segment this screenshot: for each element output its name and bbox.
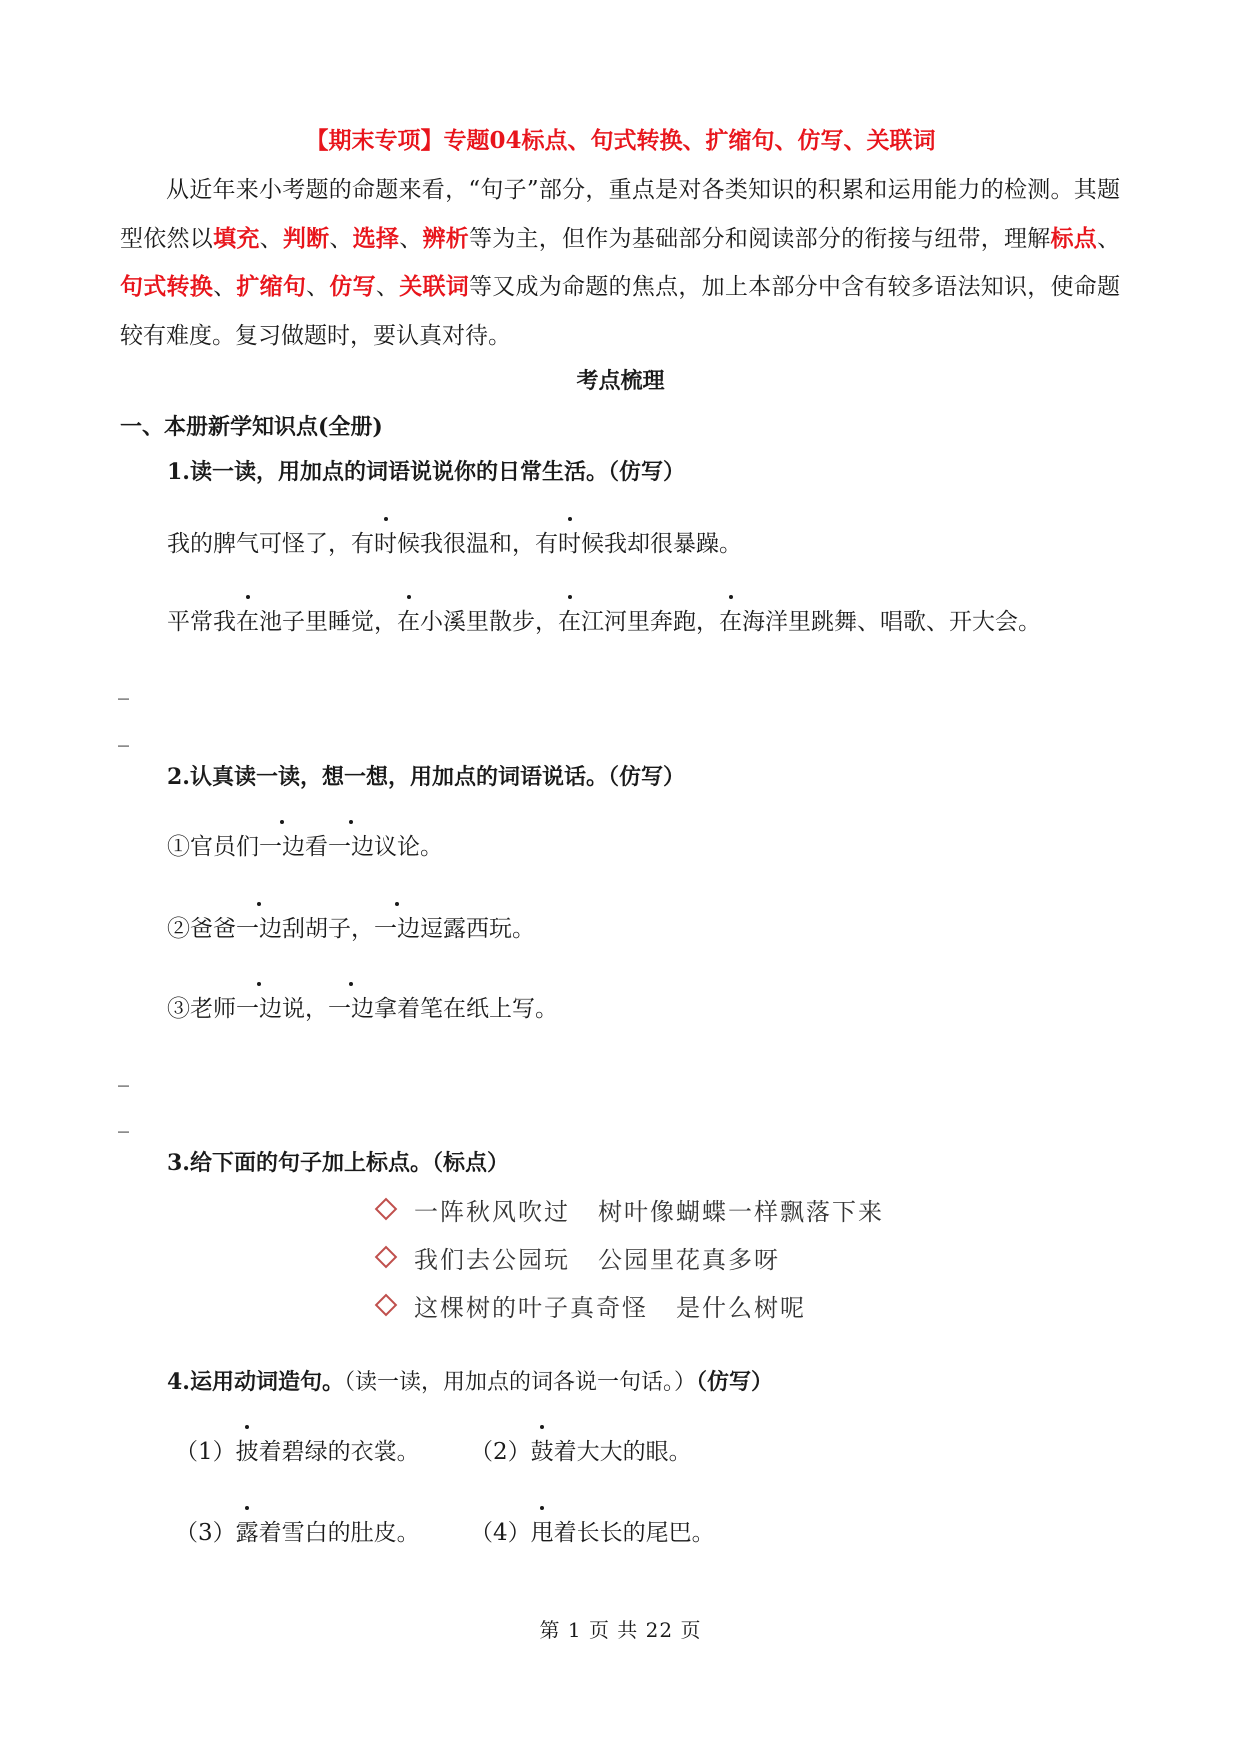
question-1-title: 1.读一读，用加点的词语说说你的日常生活。（仿写） [167, 459, 685, 485]
section-heading: 一、本册新学知识点(全册) [120, 414, 383, 440]
page-footer: 第 1 页 共 22 页 [539, 1618, 702, 1642]
punctuation-item: 这棵树的叶子真奇怪 是什么树呢 [378, 1288, 806, 1323]
intro-paragraph: 从近年来小考题的命题来看，“句子”部分，重点是对各类知识的积累和运用能力的检测。其题型依然以填充、判断、选择、辨析等为主，但作为基础部分和阅读部分的衔接与纽带，理解标点、句式转换、扩缩句、仿写、关联词等又成为命题的焦点，加上本部分中含有较多语法知识，使命题较有难度。复习做题时，要认真对待。 [120, 177, 1121, 349]
answer-blank[interactable]: _ [118, 722, 129, 747]
q2-sentence-1: ①官员们一边看一边议论。 [167, 828, 443, 861]
q1-sentence-2: 平常我在池子里睡觉，在小溪里散步，在江河里奔跑，在海洋里跳舞、唱歌、开大会。 [167, 603, 1041, 636]
question-3-title: 3.给下面的句子加上标点。（标点） [167, 1150, 509, 1176]
answer-blank[interactable]: _ [118, 675, 129, 700]
question-2-title: 2.认真读一读，想一想，用加点的词语说话。（仿写） [167, 764, 685, 790]
q1-sentence-1: 我的脾气可怪了，有时候我很温和，有时候我却很暴躁。 [167, 525, 742, 558]
q4-item-4: （4）甩着长长的尾巴。 [470, 1514, 715, 1547]
answer-blank[interactable]: _ [118, 1062, 129, 1087]
answer-blank[interactable]: _ [118, 1108, 129, 1133]
q4-item-2: （2）鼓着大大的眼。 [470, 1433, 692, 1466]
q4-item-1: （1）披着碧绿的衣裳。 [175, 1433, 420, 1466]
document-title: 【期末专项】专题04标点、句式转换、扩缩句、仿写、关联词 [305, 127, 936, 154]
diamond-bullet-icon [375, 1294, 398, 1317]
question-4-title: 4.运用动词造句。（读一读，用加点的词各说一句话。）（仿写） [167, 1369, 773, 1395]
punctuation-item: 我们去公园玩 公园里花真多呀 [378, 1240, 780, 1275]
q4-item-3: （3）露着雪白的肚皮。 [175, 1514, 420, 1547]
diamond-bullet-icon [375, 1246, 398, 1269]
punctuation-item: 一阵秋风吹过 树叶像蝴蝶一样飘落下来 [378, 1192, 884, 1227]
q2-sentence-2: ②爸爸一边刮胡子，一边逗露西玩。 [167, 910, 535, 943]
q2-sentence-3: ③老师一边说，一边拿着笔在纸上写。 [167, 990, 558, 1023]
diamond-bullet-icon [375, 1198, 398, 1221]
section-subtitle: 考点梳理 [576, 368, 665, 394]
